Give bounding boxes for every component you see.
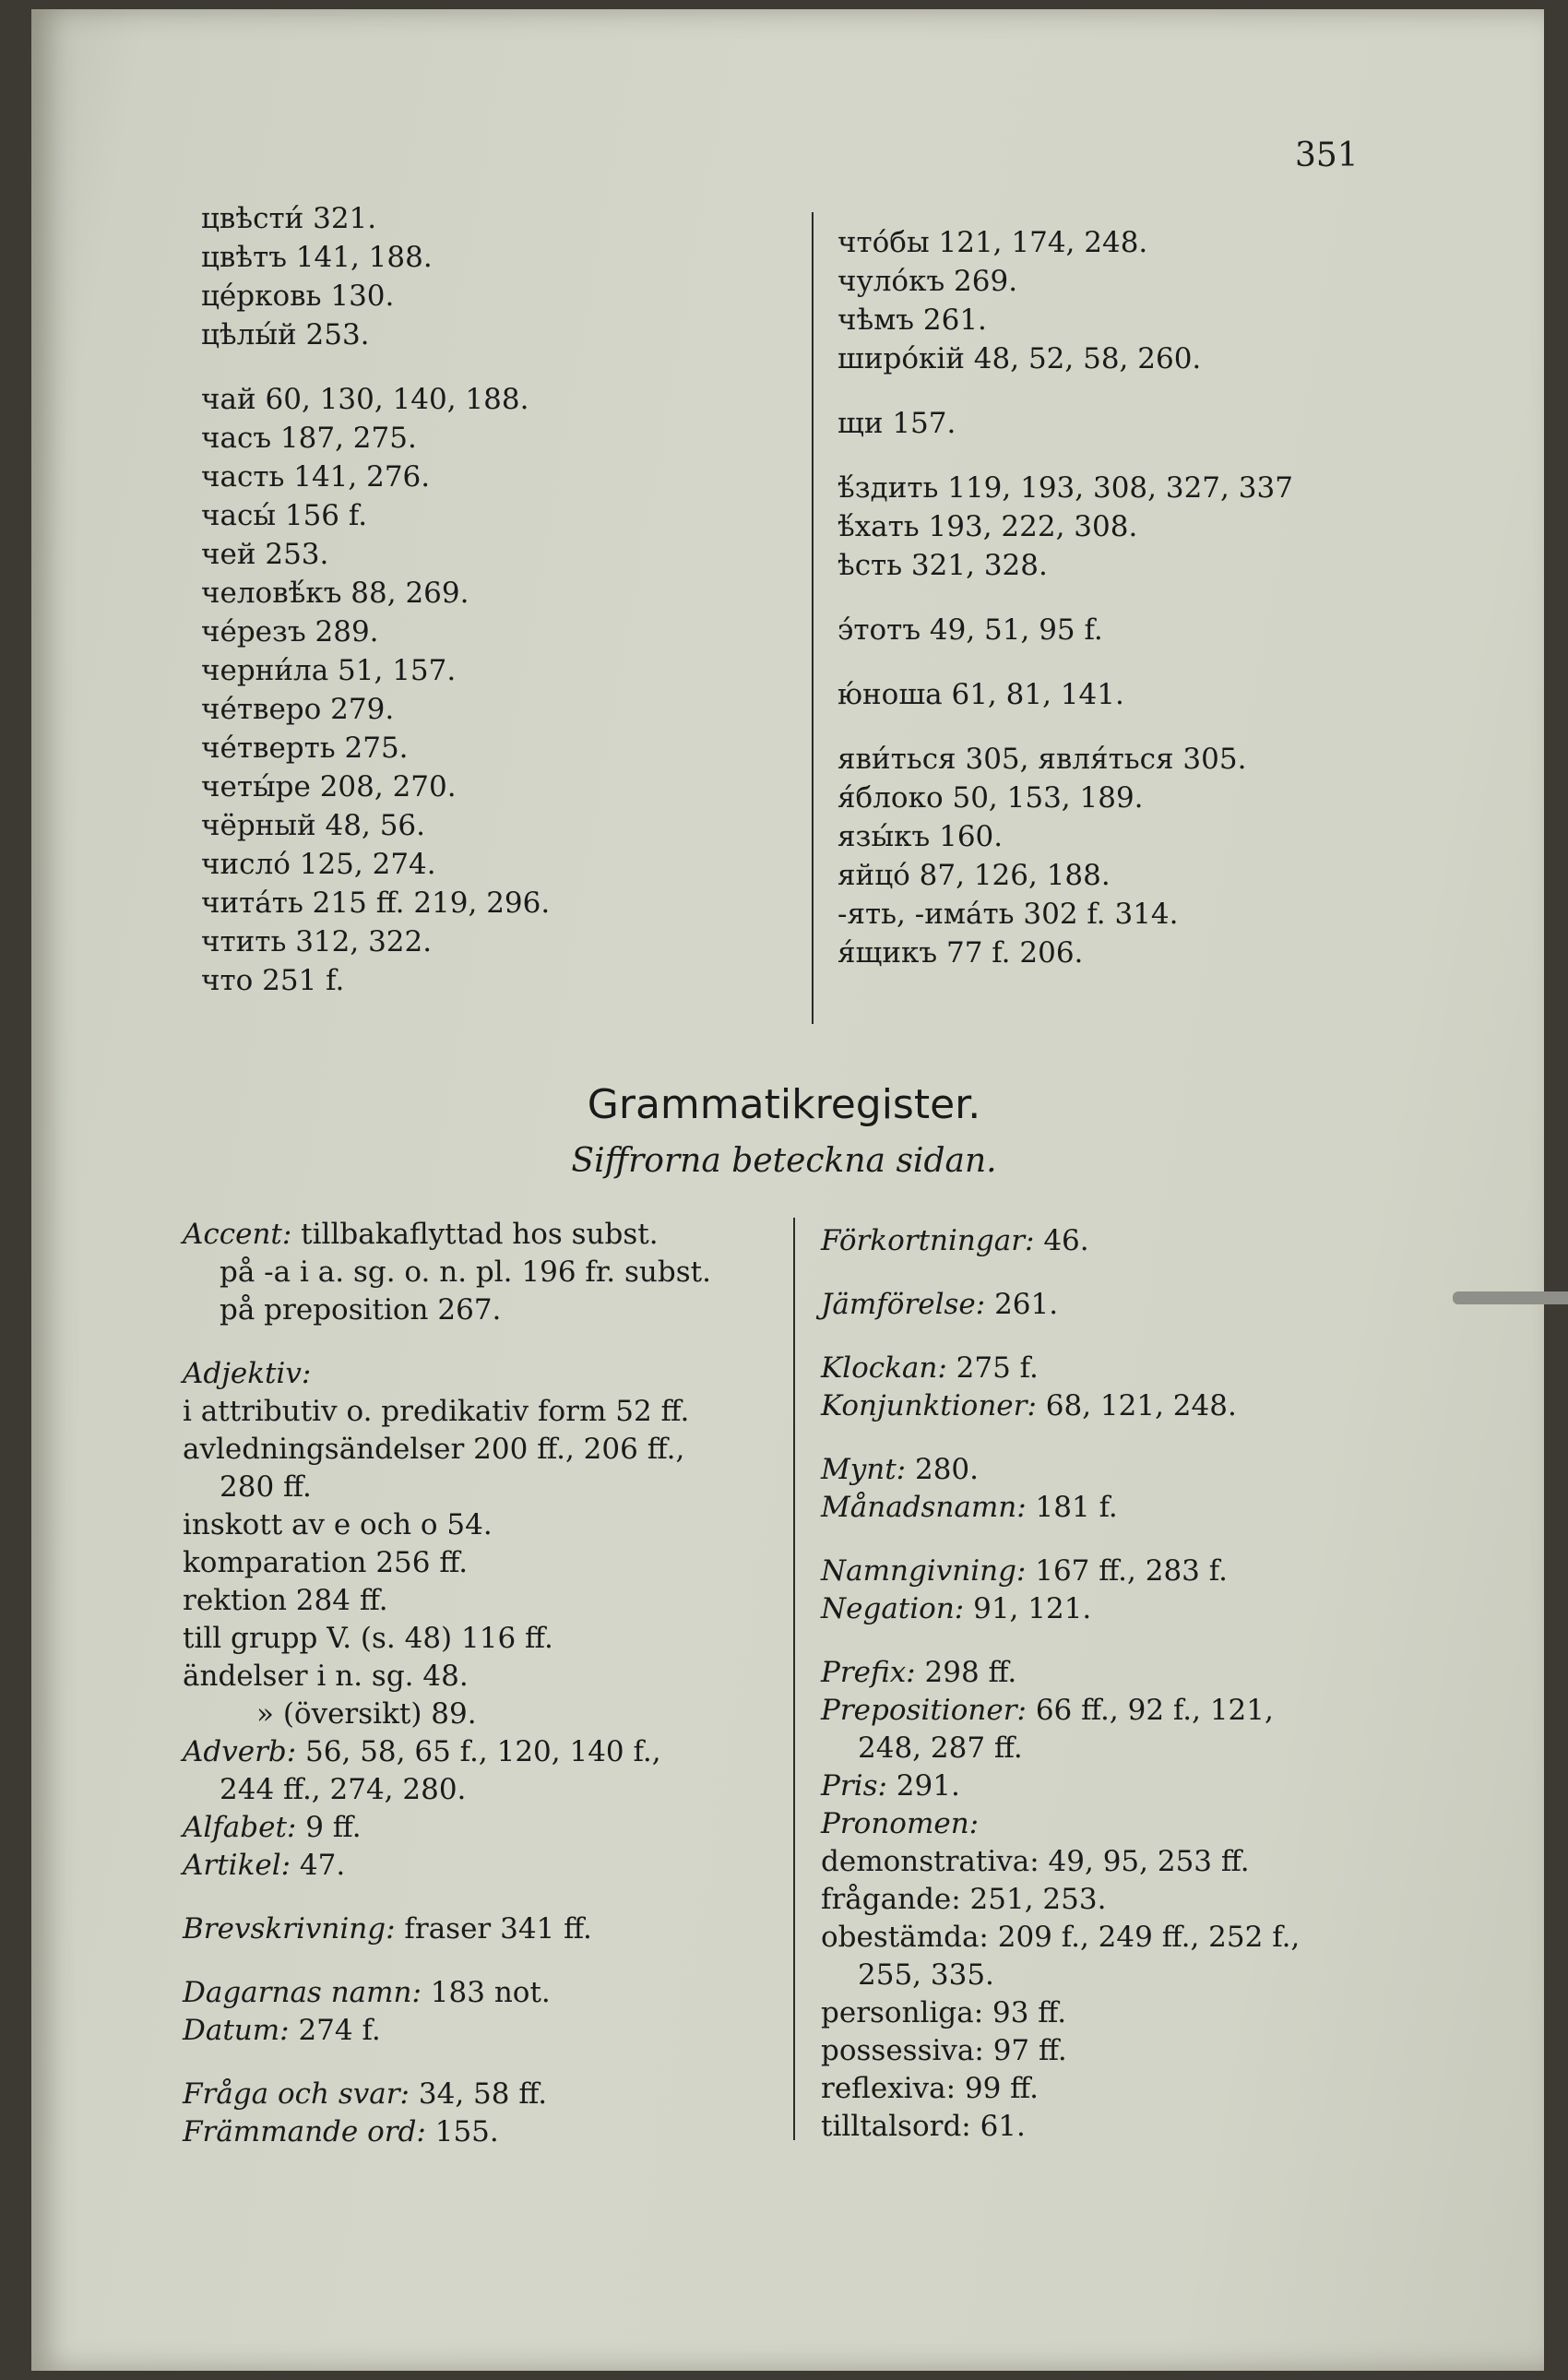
russian-index-entry: чей 253. <box>201 538 329 571</box>
index-term: Datum: <box>183 2014 290 2047</box>
grammar-index-entry: reflexiva: 99 ff. <box>821 2072 1039 2105</box>
entry-gap <box>837 443 1293 469</box>
index-term: Artikel: <box>183 1849 291 1882</box>
grammar-index-entry: 280 ff. <box>220 1470 312 1504</box>
grammar-index-entry: rektion 284 ff. <box>183 1584 388 1617</box>
grammar-index-entry: personliga: 93 ff. <box>821 1996 1067 2029</box>
entry-gap <box>821 1324 1300 1350</box>
russian-index-entry: ѣ́здить 119, 193, 308, 327, 337 <box>837 471 1293 505</box>
index-references: 291. <box>886 1769 960 1803</box>
entry-gap <box>837 378 1293 404</box>
russian-index-entry: часы́ 156 f. <box>201 499 368 532</box>
russian-index-entry: чай 60, 130, 140, 188. <box>201 383 529 416</box>
russian-index-entry: цвѣтъ 141, 188. <box>201 241 433 274</box>
index-references: fraser 341 ff. <box>395 1912 592 1946</box>
index-references: 280. <box>906 1453 980 1486</box>
grammar-index-entry: på -a i a. sg. o. n. pl. 196 fr. subst. <box>220 1255 711 1289</box>
index-term: Mynt: <box>821 1453 907 1486</box>
index-term: Fråga och svar: <box>183 2077 410 2111</box>
grammar-index-entry <box>821 1692 1300 1730</box>
grammar-index-entry <box>183 1910 711 1948</box>
entry-gap <box>183 1885 711 1910</box>
russian-index-entry: человѣ́къ 88, 269. <box>201 577 469 610</box>
index-references: 66 ff., 92 f., 121, <box>1026 1694 1274 1727</box>
index-term: Adjektiv: <box>183 1357 312 1390</box>
grammar-index-left-column <box>183 1216 711 2151</box>
russian-index-entry: чтить 312, 322. <box>201 925 433 958</box>
entry-gap <box>183 1948 711 1974</box>
entry-gap <box>837 714 1293 740</box>
grammar-index-entry: 244 ff., 274, 280. <box>220 1773 467 1806</box>
index-term: Prefix: <box>821 1656 916 1689</box>
grammar-index-entry: i attributiv o. predikativ form 52 ff. <box>183 1395 690 1428</box>
russian-index-entry: щи 157. <box>837 407 956 440</box>
grammar-index-entry: 255, 335. <box>858 1958 994 1992</box>
index-term: Negation: <box>821 1592 965 1625</box>
grammar-index-entry <box>183 1974 711 2012</box>
russian-index-entry: я́блоко 50, 153, 189. <box>837 781 1144 815</box>
russian-index-entry: -ять, -има́ть 302 f. 314. <box>837 898 1179 931</box>
index-term: Klockan: <box>821 1351 947 1385</box>
grammar-index-entry <box>821 1222 1300 1260</box>
index-references: 56, 58, 65 f., 120, 140 f., <box>296 1735 661 1768</box>
russian-index-entry: часъ 187, 275. <box>201 422 417 455</box>
index-term: Prepositioner: <box>821 1694 1027 1727</box>
grammar-index-entry <box>821 1590 1300 1628</box>
grammar-index-entry <box>821 1654 1300 1692</box>
index-term: Förkortningar: <box>821 1224 1035 1257</box>
index-references: 34, 58 ff. <box>410 2077 548 2111</box>
russian-index-entry: ю́ноша 61, 81, 141. <box>837 678 1124 711</box>
grammar-index-entry: avledningsändelser 200 ff., 206 ff., <box>183 1433 685 1466</box>
entry-gap <box>821 1628 1300 1654</box>
grammar-index-entry: possessiva: 97 ff. <box>821 2034 1067 2067</box>
index-term: Konjunktioner: <box>821 1389 1037 1422</box>
grammar-index-entry <box>821 1286 1300 1324</box>
page-number: 351 <box>1295 137 1359 174</box>
entry-gap <box>821 1527 1300 1553</box>
index-term: Namngivning: <box>821 1554 1027 1588</box>
grammar-index-entry: 248, 287 ff. <box>858 1731 1023 1765</box>
russian-index-entry: что́бы 121, 174, 248. <box>837 226 1148 259</box>
russian-index-entry: чита́ть 215 ff. 219, 296. <box>201 887 551 920</box>
index-references: 155. <box>425 2115 499 2148</box>
russian-index-entry: я́щикъ 77 f. 206. <box>837 936 1084 970</box>
bookmark-strip <box>1453 1291 1568 1304</box>
grammar-index-entry: demonstrativa: 49, 95, 253 ff. <box>821 1845 1250 1878</box>
russian-index-entry: часть 141, 276. <box>201 460 431 494</box>
grammar-index-entry: till grupp V. (s. 48) 116 ff. <box>183 1622 553 1655</box>
index-term: Pronomen: <box>821 1807 980 1840</box>
entry-gap <box>821 1260 1300 1286</box>
russian-index-entry: число́ 125, 274. <box>201 848 436 881</box>
index-term: Brevskrivning: <box>183 1912 396 1946</box>
grammar-index-entry: komparation 256 ff. <box>183 1546 469 1579</box>
russian-index-entry: язы́къ 160. <box>837 820 1004 853</box>
grammar-index-entry <box>821 1451 1300 1489</box>
index-term: Pris: <box>821 1769 887 1803</box>
russian-index-entry: яйцо́ 87, 126, 188. <box>837 859 1111 892</box>
index-references: 91, 121. <box>964 1592 1092 1625</box>
russian-index-entry: че́тверть 275. <box>201 732 409 765</box>
entry-gap <box>837 649 1293 675</box>
index-references: 181 f. <box>1026 1491 1118 1524</box>
index-references: 183 not. <box>421 1976 551 2009</box>
grammar-index-entry <box>183 2012 711 2050</box>
column-divider-bottom <box>793 1218 795 2140</box>
russian-index-entry: широ́кій 48, 52, 58, 260. <box>837 342 1202 375</box>
index-term: Adverb: <box>183 1735 297 1768</box>
grammar-index-entry <box>183 2076 711 2113</box>
index-term: Dagarnas namn: <box>183 1976 422 2009</box>
index-references: 275 f. <box>946 1351 1039 1385</box>
column-divider-top <box>812 212 814 1024</box>
russian-index-entry: че́тверо 279. <box>201 693 395 726</box>
russian-index-entry: чуло́къ 269. <box>837 265 1018 298</box>
grammar-register-heading: Grammatikregister. <box>587 1081 981 1128</box>
grammar-register-subheading: Siffrorna beteckna sidan. <box>571 1142 997 1180</box>
grammar-index-right-column <box>821 1222 1300 2146</box>
russian-index-right-column <box>837 223 1293 972</box>
grammar-index-entry <box>821 1489 1300 1527</box>
entry-gap <box>183 2050 711 2076</box>
index-term: Jämförelse: <box>821 1288 986 1321</box>
grammar-index-entry <box>821 1350 1300 1387</box>
entry-gap <box>821 1425 1300 1451</box>
grammar-index-entry: » (översikt) 89. <box>256 1697 477 1731</box>
grammar-index-entry <box>183 1809 711 1847</box>
grammar-index-entry <box>183 1355 711 1393</box>
russian-index-entry: ѣсть 321, 328. <box>837 549 1048 582</box>
index-term: Främmande ord: <box>183 2115 426 2148</box>
grammar-index-entry: ändelser i n. sg. 48. <box>183 1660 469 1693</box>
russian-index-entry: четы́ре 208, 270. <box>201 770 457 803</box>
grammar-index-entry <box>821 1767 1300 1805</box>
index-references: 261. <box>985 1288 1059 1321</box>
grammar-index-entry: frågande: 251, 253. <box>821 1883 1107 1916</box>
russian-index-left-column <box>201 199 550 1000</box>
index-references: tillbakaflyttad hos subst. <box>291 1218 659 1251</box>
grammar-index-entry: inskott av e och o 54. <box>183 1508 493 1541</box>
grammar-index-entry <box>821 1805 1300 1843</box>
russian-index-entry: чёрный 48, 56. <box>201 809 425 842</box>
russian-index-entry: яви́ться 305, явля́ться 305. <box>837 743 1247 776</box>
russian-index-entry: це́рковь 130. <box>201 280 395 313</box>
index-term: Alfabet: <box>183 1811 297 1844</box>
russian-index-entry: че́резъ 289. <box>201 615 379 649</box>
grammar-index-entry: på preposition 267. <box>220 1293 502 1327</box>
grammar-index-entry <box>821 1553 1300 1590</box>
grammar-index-entry <box>821 1387 1300 1425</box>
index-term: Accent: <box>183 1218 292 1251</box>
grammar-index-entry <box>183 1216 711 1254</box>
russian-index-entry: черни́ла 51, 157. <box>201 654 457 687</box>
index-references: 274 f. <box>289 2014 381 2047</box>
entry-gap <box>183 1329 711 1355</box>
index-references: 9 ff. <box>296 1811 362 1844</box>
grammar-index-entry <box>183 1733 711 1771</box>
grammar-index-entry <box>183 1847 711 1885</box>
entry-gap <box>201 354 550 380</box>
russian-index-entry: ѣ́хать 193, 222, 308. <box>837 510 1138 543</box>
index-term: Månadsnamn: <box>821 1491 1027 1524</box>
index-references: 46. <box>1034 1224 1089 1257</box>
grammar-index-entry: obestämda: 209 f., 249 ff., 252 f., <box>821 1921 1301 1954</box>
index-references: 167 ff., 283 f. <box>1026 1554 1228 1588</box>
russian-index-entry: что 251 f. <box>201 964 345 997</box>
russian-index-entry: цвѣсти́ 321. <box>201 202 377 235</box>
index-references: 47. <box>291 1849 346 1882</box>
grammar-index-entry <box>183 2113 711 2151</box>
index-references: 68, 121, 248. <box>1036 1389 1237 1422</box>
russian-index-entry: чѣмъ 261. <box>837 303 987 337</box>
grammar-index-entry: tilltalsord: 61. <box>821 2110 1026 2143</box>
entry-gap <box>837 585 1293 611</box>
index-references: 298 ff. <box>915 1656 1017 1689</box>
russian-index-entry: цѣлы́й 253. <box>201 318 370 351</box>
russian-index-entry: э́тотъ 49, 51, 95 f. <box>837 613 1103 647</box>
